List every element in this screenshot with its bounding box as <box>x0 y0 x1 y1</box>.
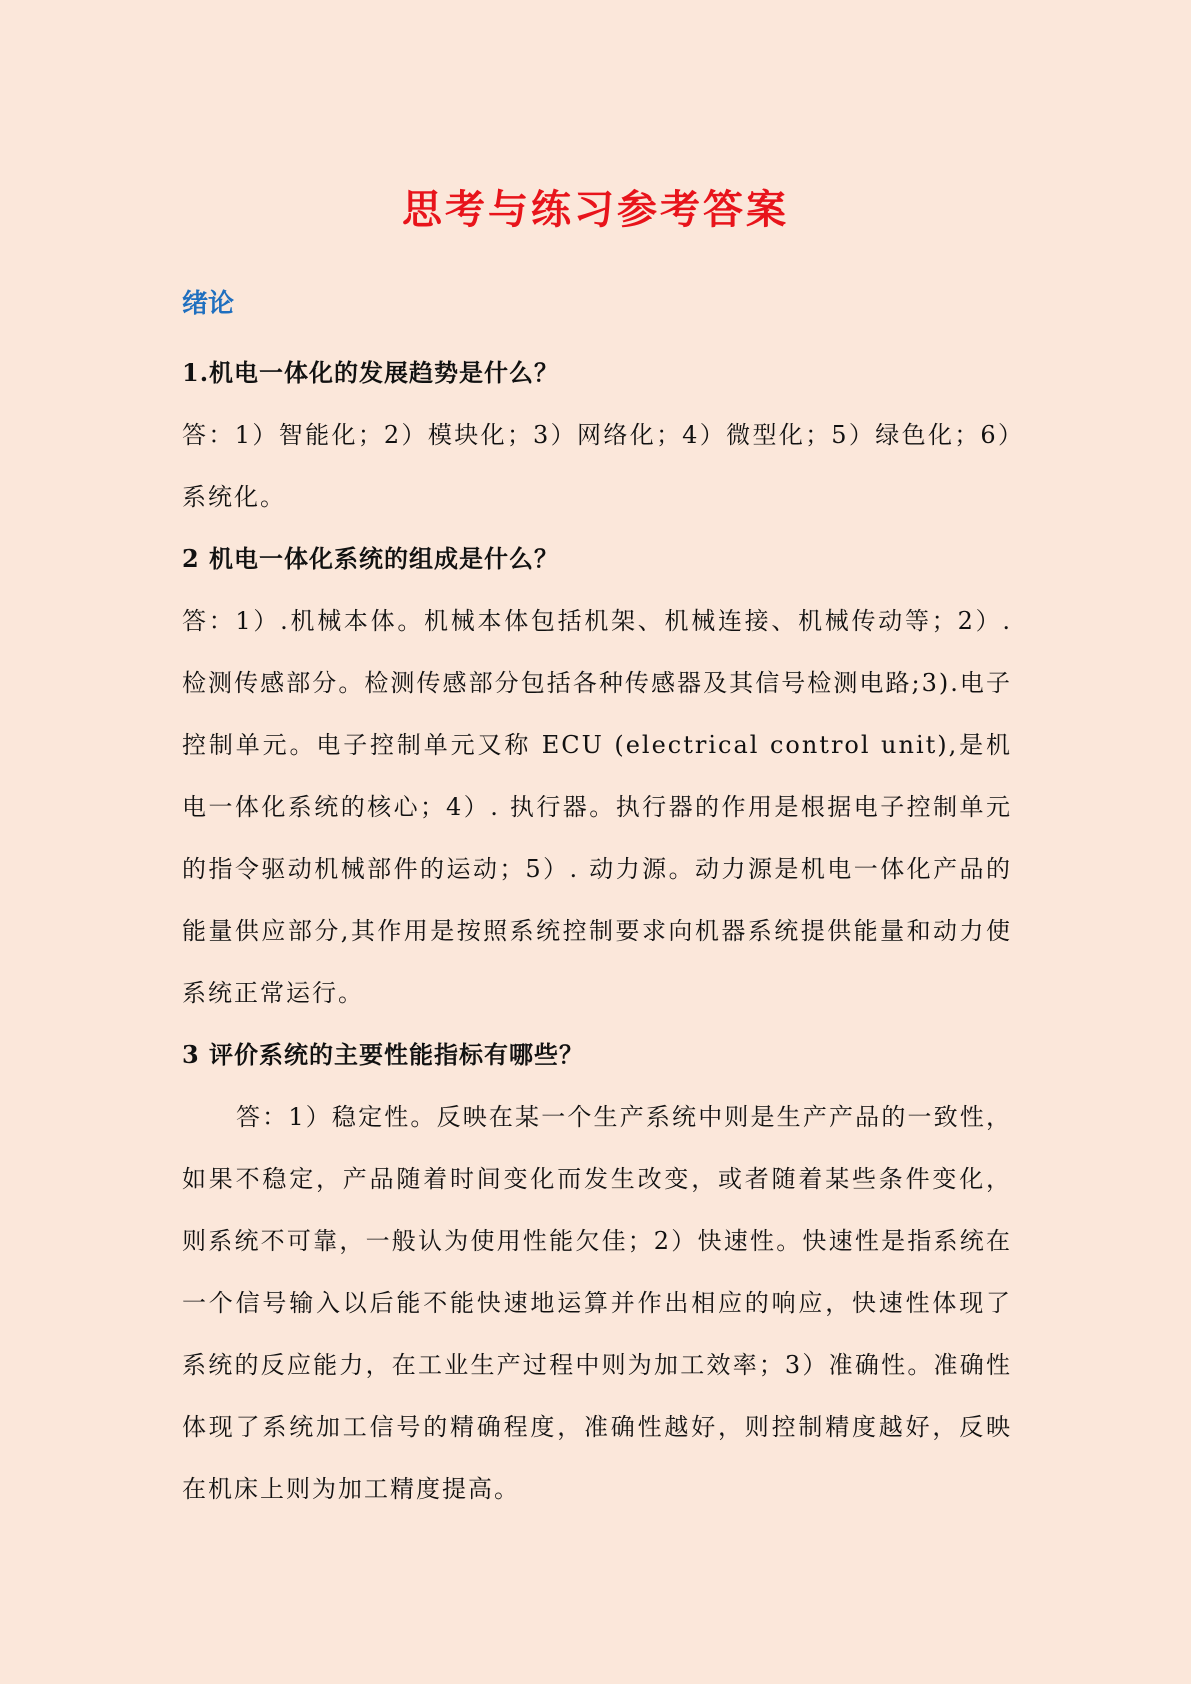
answer-1: 答：1）智能化；2）模块化；3）网络化；4）微型化；5）绿色化；6）系统化。 <box>182 421 1012 511</box>
question-1: 1.机电一体化的发展趋势是什么？ <box>182 358 560 387</box>
question-3: 3 评价系统的主要性能指标有哪些？ <box>182 1040 585 1069</box>
answer-2: 答：1）.机械本体。机械本体包括机架、机械连接、机械传动等；2）.检测传感部分。检测传感部分包括各种传感器及其信号检测电路;3).电子控制单元。电子控制单元又称 ECU (electrical control unit),是机电一体化系统的核心；4）. 执行器。执行器的作用是根据电子控制单元的指令驱动机械部件的运动；5）. 动力源。动力源是机电一体化产品的能量供应部分,其作用是按照系统控制要求向机器系统提供能量和动力使系统正常运行。 <box>182 607 1012 1007</box>
page-title: 思考与练习参考答案 <box>402 186 789 233</box>
answer-3: 答：1）稳定性。反映在某一个生产系统中则是生产产品的一致性，如果不稳定，产品随着时间变化而发生改变，或者随着某些条件变化，则系统不可靠，一般认为使用性能欠佳；2）快速性。快速性是指系统在一个信号输入以后能不能快速地运算并作出相应的响应，快速性体现了系统的反应能力，在工业生产过程中则为加工效率；3）准确性。准确性体现了系统加工信号的精确程度，准确性越好，则控制精度越好，反映在机床上则为加工精度提高。 <box>182 1103 1012 1503</box>
section-heading: 绪论 <box>182 289 235 319</box>
question-2: 2 机电一体化系统的组成是什么？ <box>182 544 560 573</box>
document-body <box>182 280 1012 1520</box>
